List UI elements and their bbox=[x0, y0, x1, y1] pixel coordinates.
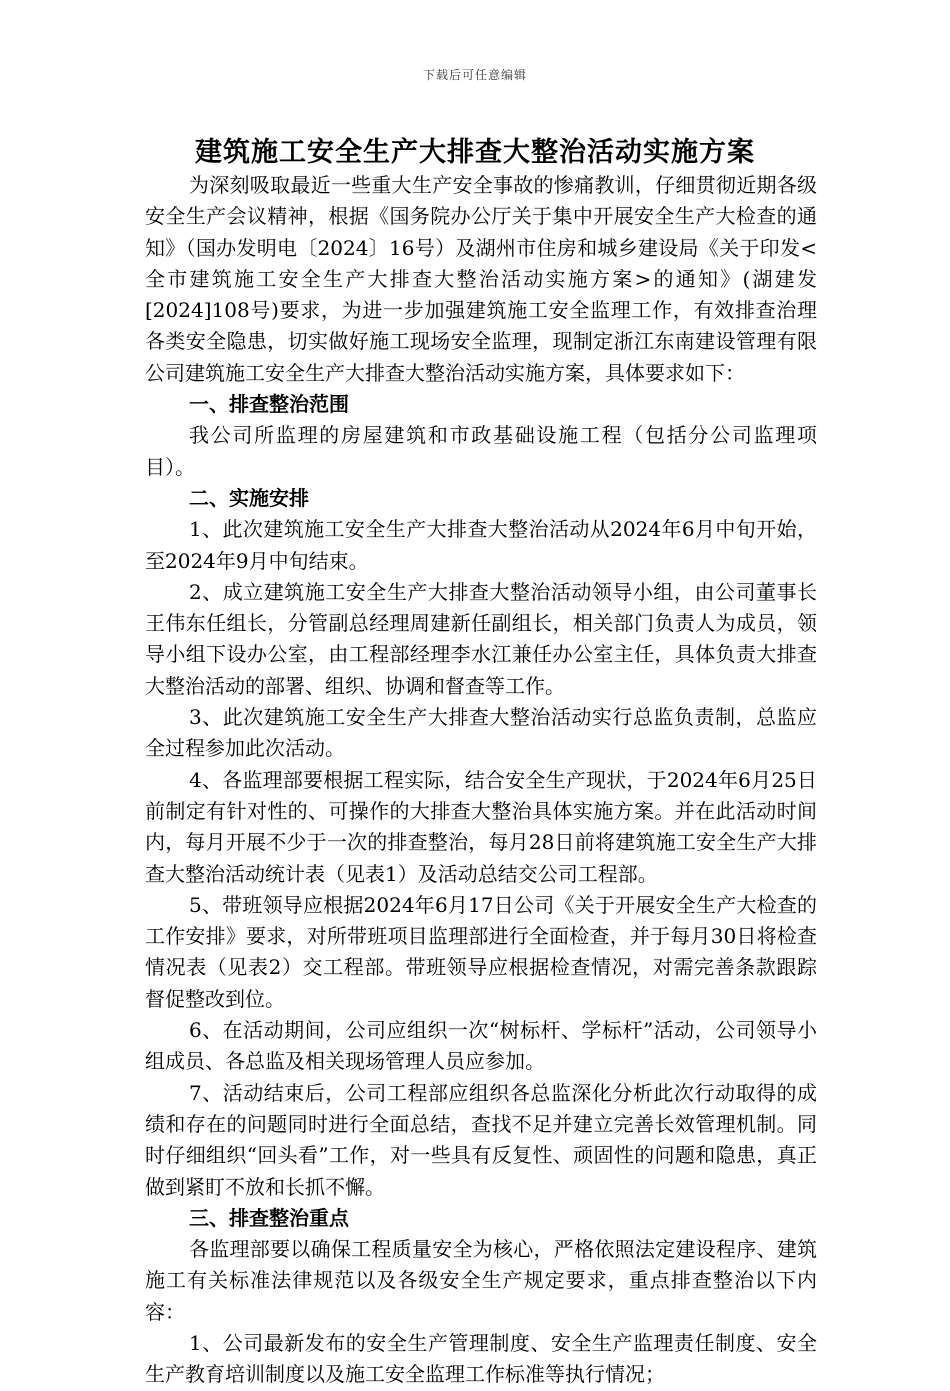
intro-paragraph: 为深刻吸取最近一些重大生产安全事故的惨痛教训，仔细贯彻近期各级安全生产会议精神，根据《国务院办公厅关于集中开展安全生产大检查的通知》（国办发明电〔2024〕16号）及湖州市住房和城乡建设局《关于印发<全市建筑施工安全生产大排查大整治活动实施方案>的通知》(湖建发[2024]108号)要求，为进一步加强建筑施工安全监理工作，有效排查治理各类安全隐患，切实做好施工现场安全监理，现制定浙江东南建设管理有限公司建筑施工安全生产大排查大整治活动实施方案，具体要求如下： bbox=[145, 173, 817, 385]
section-heading-arrangement: 二、实施安排 bbox=[189, 485, 309, 510]
paragraph: 1、公司最新发布的安全生产管理制度、安全生产监理责任制度、安全生产教育培训制度以及施工安全监理工作标准等执行情况； bbox=[145, 1330, 817, 1387]
section-heading-scope: 一、排查整治范围 bbox=[189, 392, 349, 417]
document-title: 建筑施工安全生产大排查大整治活动实施方案 bbox=[195, 137, 755, 168]
paragraph: 1、此次建筑施工安全生产大排查大整治活动从2024年6月中旬开始，至2024年9月中旬结束。 bbox=[145, 517, 817, 573]
header-note: 下载后可任意编辑 bbox=[422, 68, 527, 82]
paragraph: 2、成立建筑施工安全生产大排查大整治活动领导小组，由公司董事长王伟东任组长，分管副总经理周建新任副组长，相关部门负责人为成员，领导小组下设办公室，由工程部经理李水江兼任办公室主任，具体负责大排查大整治活动的部署、组织、协调和督查等工作。 bbox=[145, 579, 817, 698]
paragraph: 4、各监理部要根据工程实际，结合安全生产现状，于2024年6月25日前制定有针对性的、可操作的大排查大整治具体实施方案。并在此活动时间内，每月开展不少于一次的排查整治，每月28日前将建筑施工安全生产大排查大整治活动统计表（见表1）及活动总结交公司工程部。 bbox=[145, 767, 817, 886]
paragraph: 6、在活动期间，公司应组织一次“树标杆、学标杆”活动，公司领导小组成员、各总监及相关现场管理人员应参加。 bbox=[145, 1018, 817, 1074]
section-heading-key-points: 三、排查整治重点 bbox=[189, 1205, 349, 1230]
paragraph: 我公司所监理的房屋建筑和市政基础设施工程（包括分公司监理项目）。 bbox=[145, 423, 817, 479]
paragraph: 各监理部要以确保工程质量安全为核心，严格依照法定建设程序、建筑施工有关标准法律规范以及各级安全生产规定要求，重点排查整治以下内容： bbox=[145, 1237, 817, 1324]
paragraph: 5、带班领导应根据2024年6月17日公司《关于开展安全生产大检查的工作安排》要求，对所带班项目监理部进行全面检查，并于每月30日将检查情况表（见表2）交工程部。带班领导应根据检查情况，对需完善条款跟踪督促整改到位。 bbox=[145, 892, 817, 1011]
document-body bbox=[145, 170, 817, 1391]
paragraph: 7、活动结束后，公司工程部应组织各总监深化分析此次行动取得的成绩和存在的问题同时进行全面总结，查找不足并建立完善长效管理机制。同时仔细组织“回头看”工作，对一些具有反复性、顽固性的问题和隐患，真正做到紧盯不放和长抓不懈。 bbox=[145, 1080, 817, 1199]
paragraph: 3、此次建筑施工安全生产大排查大整治活动实行总监负责制，总监应全过程参加此次活动。 bbox=[145, 705, 817, 761]
